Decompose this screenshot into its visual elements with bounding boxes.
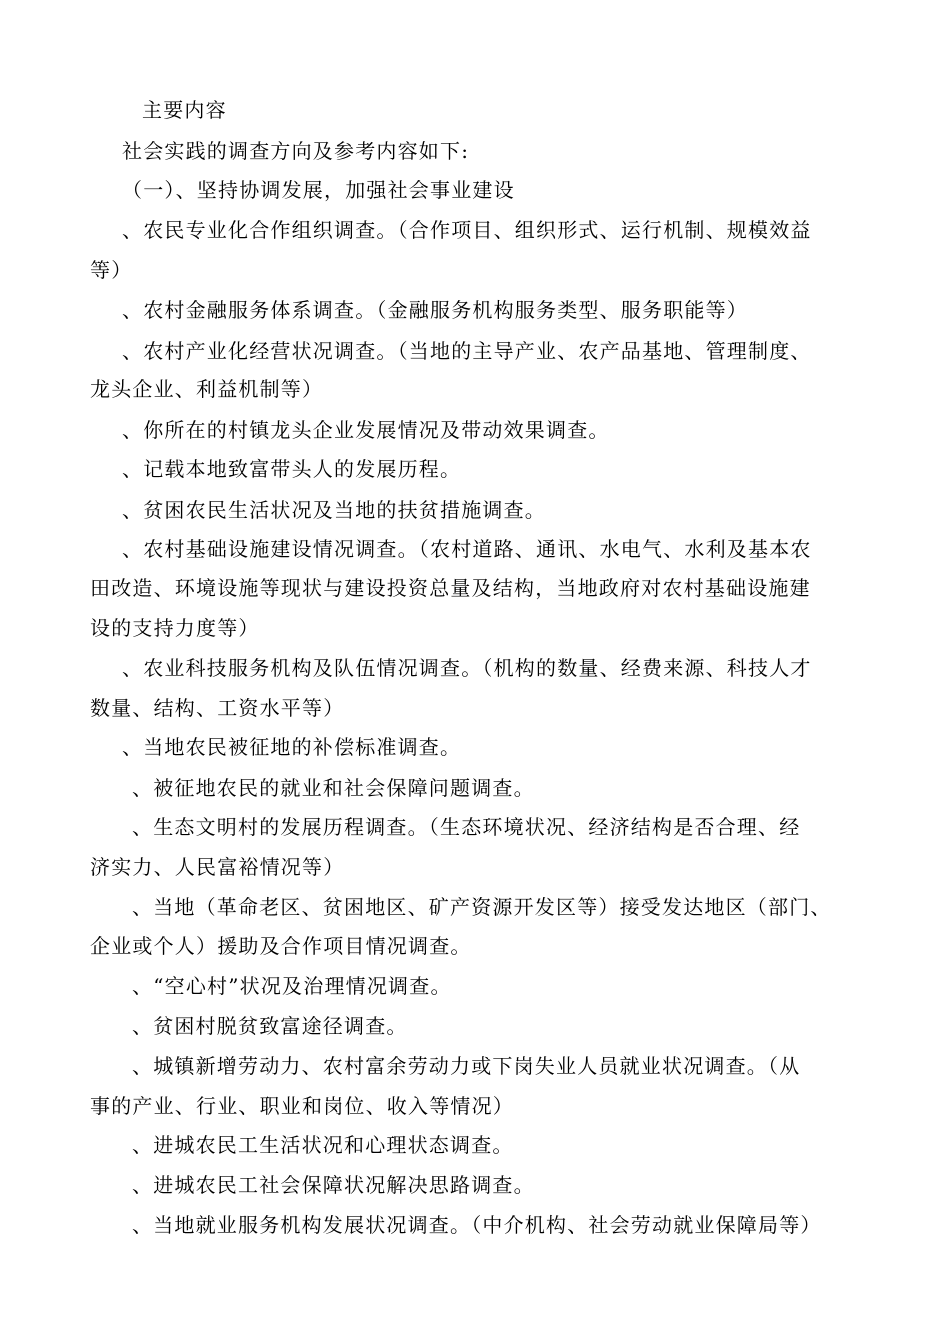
text-line: 、农业科技服务机构及队伍情况调查。（机构的数量、经费来源、科技人才 xyxy=(122,656,812,680)
text-line: 济实力、人民富裕情况等） xyxy=(90,855,345,879)
text-line: 、进城农民工生活状况和心理状态调查。 xyxy=(132,1133,514,1157)
text-line: 龙头企业、利益机制等） xyxy=(90,377,324,401)
text-line: 、贫困村脱贫致富途径调查。 xyxy=(132,1014,408,1038)
text-line: 、城镇新增劳动力、农村富余劳动力或下岗失业人员就业状况调查。（从 xyxy=(132,1054,801,1078)
text-line: 、农村金融服务体系调查。（金融服务机构服务类型、服务职能等） xyxy=(122,298,748,322)
text-line: 、农村产业化经营状况调查。（当地的主导产业、农产品基地、管理制度、 xyxy=(122,339,812,363)
intro-line: 社会实践的调查方向及参考内容如下: xyxy=(122,139,470,163)
text-line: 、当地就业服务机构发展状况调查。（中介机构、社会劳动就业保障局等） xyxy=(132,1213,822,1237)
text-line: 、当地（革命老区、贫困地区、矿产资源开发区等）接受发达地区（部门、 xyxy=(132,895,832,919)
text-line: 、农村基础设施建设情况调查。（农村道路、通讯、水电气、水利及基本农 xyxy=(122,537,812,561)
text-line: 、农民专业化合作组织调查。（合作项目、组织形式、运行机制、规模效益 xyxy=(122,218,812,242)
text-line: 等） xyxy=(90,258,133,282)
text-line: 设的支持力度等） xyxy=(90,616,260,640)
text-line: 、“空心村”状况及治理情况调查。 xyxy=(132,974,452,998)
text-line: 、进城农民工社会保障状况解决思路调查。 xyxy=(132,1173,535,1197)
text-line: 、你所在的村镇龙头企业发展情况及带动效果调查。 xyxy=(122,418,610,442)
text-line: 、生态文明村的发展历程调查。（生态环境状况、经济结构是否合理、经 xyxy=(132,815,801,839)
text-line: 事的产业、行业、职业和岗位、收入等情况） xyxy=(90,1094,514,1118)
text-line: 、贫困农民生活状况及当地的扶贫措施调查。 xyxy=(122,498,546,522)
text-line: 田改造、环境设施等现状与建设投资总量及结构，当地政府对农村基础设施建 xyxy=(90,576,811,600)
text-line: 企业或个人）援助及合作项目情况调查。 xyxy=(90,934,472,958)
text-line: 、记载本地致富带头人的发展历程。 xyxy=(122,457,462,481)
text-line: 、被征地农民的就业和社会保障问题调查。 xyxy=(132,776,535,800)
section-title: （一）、坚持协调发展，加强社会事业建设 xyxy=(122,178,515,202)
page-heading: 主要内容 xyxy=(142,98,227,122)
text-line: 数量、结构、工资水平等） xyxy=(90,696,345,720)
text-line: 、当地农民被征地的补偿标准调查。 xyxy=(122,735,462,759)
